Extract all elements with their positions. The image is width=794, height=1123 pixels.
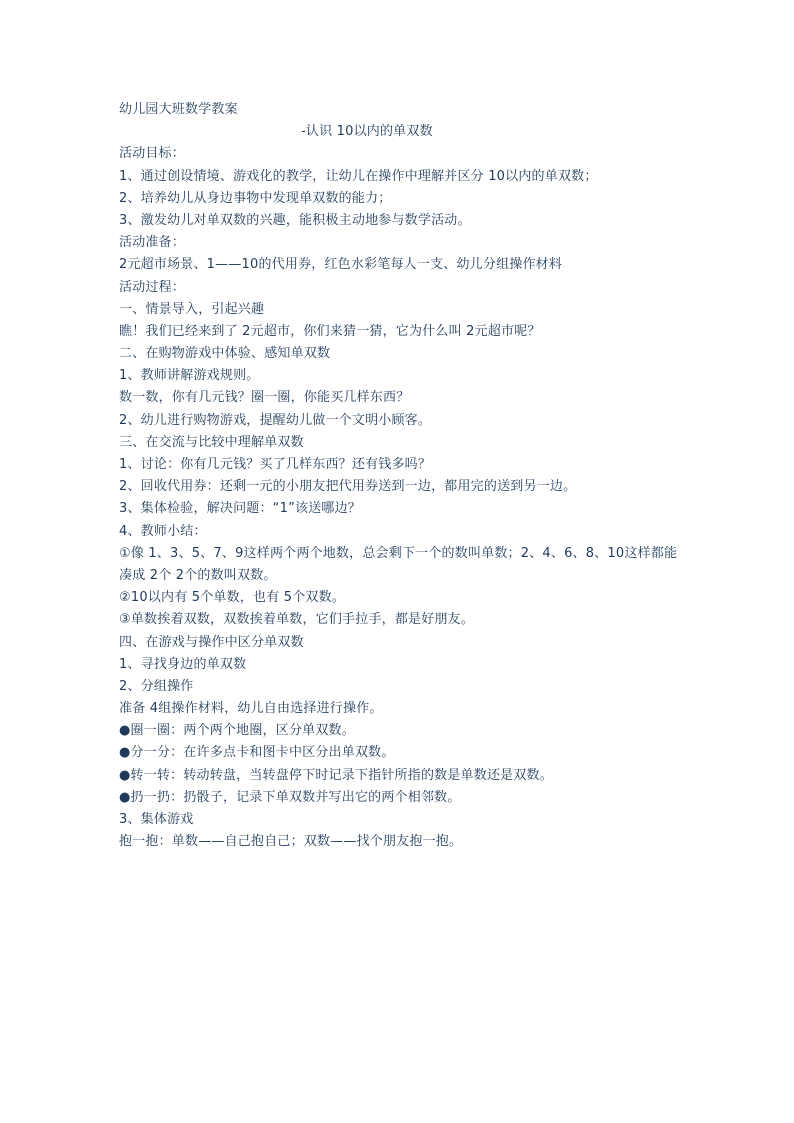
step-heading-1: 一、情景导入，引起兴趣 <box>119 301 265 317</box>
step-heading-2: 二、在购物游戏中体验、感知单双数 <box>119 346 331 362</box>
goal-item-2: 2、培养幼儿从身边事物中发现单双数的能力； <box>119 190 392 206</box>
document-title: 幼儿园大班数学教案 <box>119 102 238 117</box>
section-heading-goals: 活动目标： <box>119 146 186 162</box>
step-text: 1、教师讲解游戏规则。 <box>119 368 260 384</box>
step-text: 2、回收代用券：还剩一元的小朋友把代用券送到一边，都用完的送到另一边。 <box>119 479 577 495</box>
summary-text: ③单数挨着双数，双数挨着单数，它们手拉手，都是好朋友。 <box>119 612 475 628</box>
step-text: 2、分组操作 <box>119 678 194 694</box>
summary-text: ②10以内有 5个单数，也有 5个双数。 <box>119 590 346 606</box>
step-text: 1、寻找身边的单双数 <box>119 656 247 672</box>
step-text: 4、教师小结： <box>119 523 207 539</box>
bullet-item: ●扔一扔：扔骰子，记录下单双数并写出它的两个相邻数。 <box>119 789 461 805</box>
bullet-item: ●圈一圈：两个两个地圈，区分单双数。 <box>119 723 355 739</box>
step-text: 3、集体游戏 <box>119 812 194 828</box>
bullet-item: ●分一分：在许多点卡和图卡中区分出单双数。 <box>119 745 395 761</box>
step-text: 瞧！我们已经来到了 2元超市，你们来猜一猜，它为什么叫 2元超市呢？ <box>119 323 541 339</box>
bullet-item: ●转一转：转动转盘，当转盘停下时记录下指针所指的数是单数还是双数。 <box>119 767 553 783</box>
step-text: 准备 4组操作材料，幼儿自由选择进行操作。 <box>119 701 383 717</box>
step-text: 3、集体检验，解决问题：“1”该送哪边？ <box>119 501 362 517</box>
summary-text: ①像 1、3、5、7、9这样两个两个地数，总会剩下一个的数叫单数；2、4、6、8、10这样都能凑成 2个 2个的数叫双数。 <box>119 545 678 583</box>
step-text: 抱一抱：单数——自己抱自己；双数——找个朋友抱一抱。 <box>119 834 463 850</box>
section-heading-preparation: 活动准备： <box>119 235 186 251</box>
preparation-text: 2元超市场景、1——10的代用券，红色水彩笔每人一支、幼儿分组操作材料 <box>119 257 563 273</box>
step-heading-3: 三、在交流与比较中理解单双数 <box>119 434 304 450</box>
goal-item-1: 1、通过创设情境、游戏化的教学，让幼儿在操作中理解并区分 10以内的单双数； <box>119 168 598 184</box>
goal-item-3: 3、激发幼儿对单双数的兴趣，能积极主动地参与数学活动。 <box>119 212 471 228</box>
step-text: 2、幼儿进行购物游戏，提醒幼儿做一个文明小顾客。 <box>119 412 432 428</box>
step-text: 1、讨论：你有几元钱？买了几样东西？还有钱多吗？ <box>119 457 432 472</box>
document-body <box>119 99 679 853</box>
section-heading-process: 活动过程： <box>119 279 186 295</box>
step-heading-4: 四、在游戏与操作中区分单双数 <box>119 634 304 650</box>
step-text: 数一数，你有几元钱？圈一圈，你能买几样东西？ <box>119 390 410 406</box>
document-subtitle: -认识 10以内的单双数 <box>301 124 433 140</box>
